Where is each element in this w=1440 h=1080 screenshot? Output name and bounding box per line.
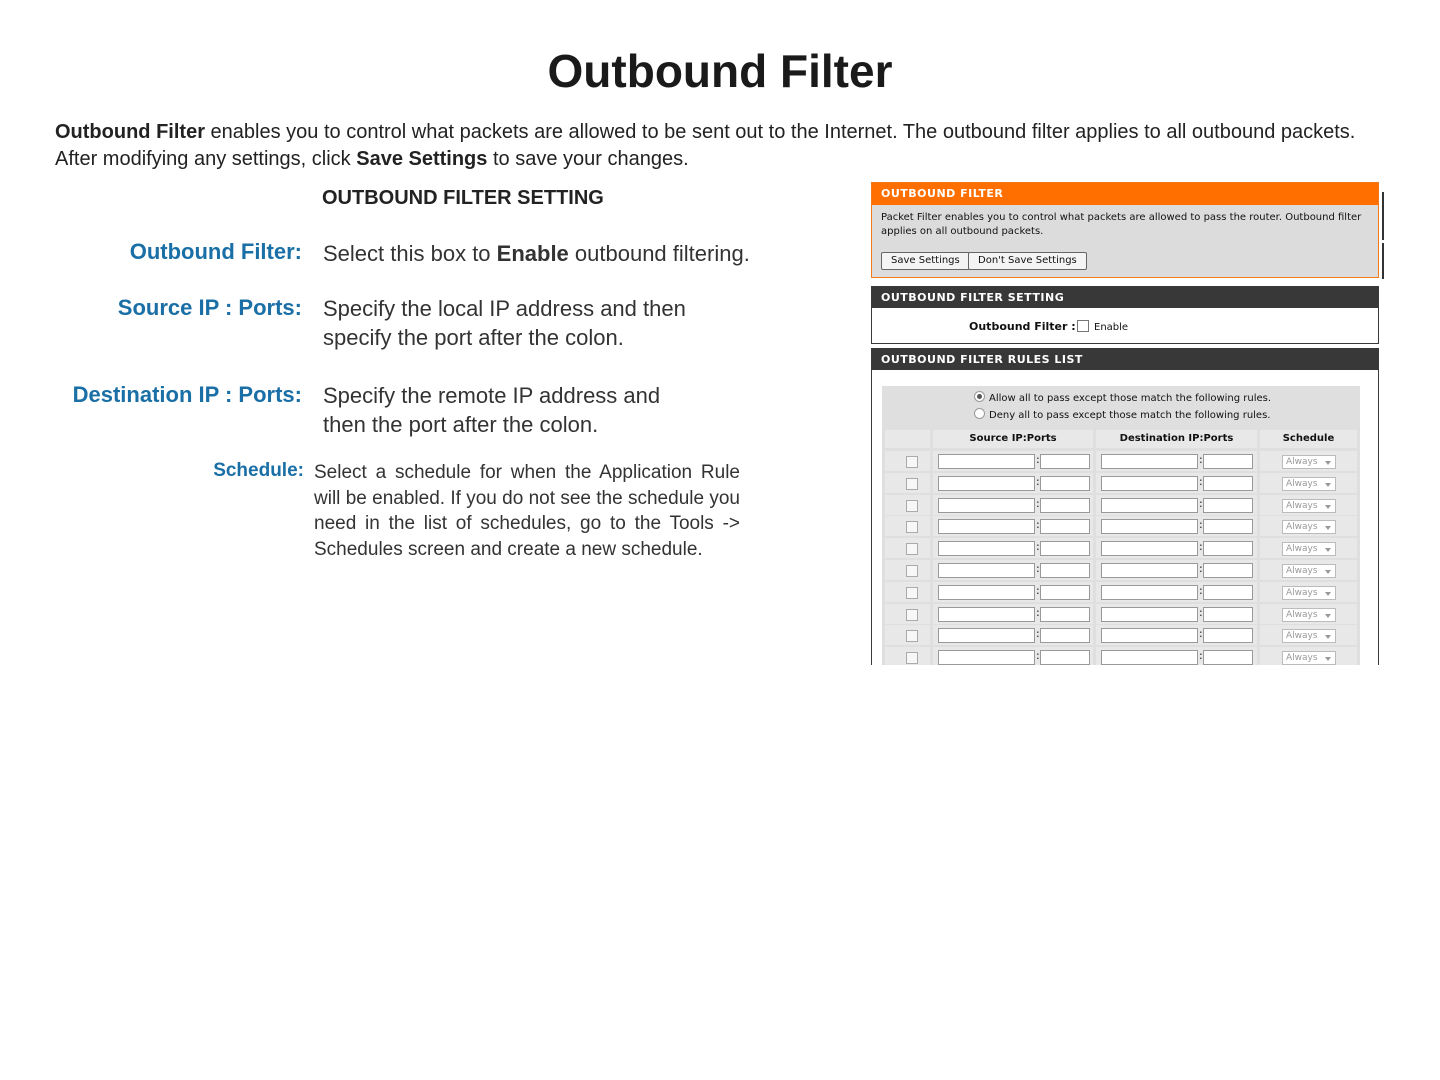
row-checkbox[interactable] (906, 521, 918, 533)
source-port-input[interactable] (1040, 454, 1090, 469)
schedule-select[interactable] (1282, 477, 1336, 491)
row-cell (885, 516, 930, 536)
colon-separator: : (1036, 649, 1040, 663)
destination-ip-input[interactable] (1101, 607, 1198, 622)
destination-ip-input[interactable] (1101, 541, 1198, 556)
schedule-select[interactable] (1282, 608, 1336, 622)
colon-separator: : (1199, 649, 1203, 663)
schedule-select[interactable] (1282, 629, 1336, 643)
row-cell (1096, 495, 1257, 515)
source-port-input[interactable] (1040, 498, 1090, 513)
row-cell (933, 495, 1093, 515)
destination-ip-input[interactable] (1101, 585, 1198, 600)
radio-allow[interactable] (974, 391, 985, 402)
destination-ip-input[interactable] (1101, 454, 1198, 469)
chevron-down-icon (1325, 505, 1331, 509)
row-cell (885, 495, 930, 515)
schedule-value: Always (1286, 609, 1318, 620)
def-text-source (323, 294, 763, 352)
table-row (882, 495, 1360, 515)
destination-port-input[interactable] (1203, 628, 1253, 643)
row-cell (1096, 473, 1257, 493)
destination-ip-input[interactable] (1101, 650, 1198, 665)
def-label-destination: Destination IP : Ports: (72, 382, 302, 407)
def-label-schedule: Schedule: (213, 460, 304, 481)
chevron-down-icon (1325, 461, 1331, 465)
row-checkbox[interactable] (906, 543, 918, 555)
source-port-input[interactable] (1040, 585, 1090, 600)
source-port-input[interactable] (1040, 563, 1090, 578)
table-row (882, 473, 1360, 493)
column-header-schedule: Schedule (1260, 430, 1357, 448)
def-text-source-line1: Specify the local IP address and then (323, 296, 686, 321)
destination-port-input[interactable] (1203, 519, 1253, 534)
intro-paragraph (55, 119, 1400, 173)
source-port-input[interactable] (1040, 607, 1090, 622)
row-checkbox[interactable] (906, 500, 918, 512)
table-row (882, 625, 1360, 645)
destination-port-input[interactable] (1203, 541, 1253, 556)
row-cell (885, 625, 930, 645)
colon-separator: : (1036, 627, 1040, 641)
destination-ip-input[interactable] (1101, 563, 1198, 578)
row-cell (933, 582, 1093, 602)
source-port-input[interactable] (1040, 476, 1090, 491)
row-cell (933, 516, 1093, 536)
destination-port-input[interactable] (1203, 607, 1253, 622)
doc-section-title: OUTBOUND FILTER SETTING (322, 187, 604, 209)
destination-port-input[interactable] (1203, 563, 1253, 578)
colon-separator: : (1199, 583, 1203, 597)
radio-deny[interactable] (974, 408, 985, 419)
row-cell (1096, 451, 1257, 471)
table-row (882, 538, 1360, 558)
row-cell (933, 625, 1093, 645)
rules-table (882, 386, 1360, 665)
row-cell (1096, 582, 1257, 602)
source-ip-input[interactable] (938, 454, 1035, 469)
outbound-filter-field-label: Outbound Filter : (969, 320, 1076, 333)
schedule-value: Always (1286, 522, 1318, 533)
radio-deny-label: Deny all to pass except those match the following rules. (989, 410, 1271, 421)
destination-port-input[interactable] (1203, 585, 1253, 600)
source-port-input[interactable] (1040, 628, 1090, 643)
intro-text-2: to save your changes. (487, 148, 689, 170)
colon-separator: : (1036, 453, 1040, 466)
row-cell (933, 538, 1093, 558)
schedule-value: Always (1286, 587, 1318, 598)
colon-separator: : (1199, 562, 1203, 575)
row-cell (1096, 516, 1257, 536)
table-row (882, 604, 1360, 624)
colon-separator: : (1199, 540, 1203, 554)
source-port-input[interactable] (1040, 541, 1090, 556)
def-label-outbound-filter: Outbound Filter: (129, 239, 302, 264)
colon-separator: : (1199, 627, 1203, 641)
table-row (882, 451, 1360, 471)
radio-allow-label: Allow all to pass except those match the following rules. (989, 393, 1272, 404)
column-header-checkbox (885, 430, 930, 448)
table-row (882, 582, 1360, 602)
enable-label: Enable (1094, 322, 1129, 333)
row-checkbox[interactable] (906, 630, 918, 642)
row-checkbox[interactable] (906, 652, 918, 664)
source-ip-input[interactable] (938, 650, 1035, 665)
destination-port-input[interactable] (1203, 498, 1253, 513)
schedule-value: Always (1286, 500, 1318, 511)
row-cell (885, 604, 930, 624)
schedule-value: Always (1286, 478, 1318, 489)
colon-separator: : (1036, 474, 1040, 488)
intro-text-1: enables you to control what packets are allowed to be sent out to the Internet. The outbound filter applies to all outbound packets. After modifying any settings, click (55, 121, 1356, 170)
row-cell (885, 560, 930, 580)
def-text-schedule: Select a schedule for when the Application Rule will be enabled. If you do not see the schedule you need in the list of schedules, go to the Tools -> Schedules screen and create a new schedule. (314, 462, 740, 560)
outbound-filter-box-title: OUTBOUND FILTER (872, 183, 1378, 205)
destination-ip-input[interactable] (1101, 498, 1198, 513)
intro-bold-outbound-filter: Outbound Filter (55, 121, 205, 143)
radio-deny-row[interactable] (974, 408, 1270, 421)
def-text-source-line2: specify the port after the colon. (323, 325, 624, 350)
column-header-destination: Destination IP:Ports (1096, 430, 1257, 448)
chevron-down-icon (1325, 548, 1331, 552)
def-text-destination (323, 381, 763, 439)
def-text-outbound-filter (323, 239, 763, 268)
source-ip-input[interactable] (938, 476, 1035, 491)
schedule-value: Always (1286, 566, 1318, 576)
schedule-value: Always (1286, 544, 1318, 555)
colon-separator: : (1036, 518, 1040, 532)
source-ip-input[interactable] (938, 519, 1035, 534)
row-checkbox[interactable] (906, 456, 918, 468)
destination-ip-input[interactable] (1101, 476, 1198, 491)
colon-separator: : (1036, 562, 1040, 575)
row-cell (933, 647, 1093, 665)
schedule-select[interactable] (1282, 499, 1336, 513)
source-port-input[interactable] (1040, 650, 1090, 665)
source-ip-input[interactable] (938, 498, 1035, 513)
table-row (882, 560, 1360, 580)
schedule-value: Always (1286, 631, 1318, 642)
source-ip-input[interactable] (938, 628, 1035, 643)
schedule-value: Always (1286, 653, 1318, 664)
schedule-select[interactable] (1282, 455, 1336, 469)
edge-mark (1382, 243, 1384, 279)
destination-port-input[interactable] (1203, 476, 1253, 491)
row-cell (1096, 625, 1257, 645)
schedule-value: Always (1286, 457, 1318, 467)
source-ip-input[interactable] (938, 585, 1035, 600)
row-cell (885, 582, 930, 602)
def-text-bold-enable: Enable (496, 241, 569, 266)
chevron-down-icon (1325, 657, 1331, 661)
colon-separator: : (1199, 474, 1203, 488)
source-ip-input[interactable] (938, 563, 1035, 578)
row-checkbox[interactable] (906, 565, 918, 577)
table-row (882, 647, 1360, 665)
row-cell (933, 560, 1093, 580)
chevron-down-icon (1325, 526, 1331, 530)
row-checkbox[interactable] (906, 478, 918, 490)
destination-ip-input[interactable] (1101, 628, 1198, 643)
edge-mark (1382, 192, 1384, 240)
rules-box-title: OUTBOUND FILTER RULES LIST (872, 349, 1378, 370)
page-title: Outbound Filter (547, 45, 893, 97)
row-cell (885, 473, 930, 493)
colon-separator: : (1036, 540, 1040, 554)
row-cell (885, 647, 930, 665)
source-ip-input[interactable] (938, 607, 1035, 622)
colon-separator: : (1199, 518, 1203, 532)
schedule-select[interactable] (1282, 542, 1336, 556)
destination-port-input[interactable] (1203, 650, 1253, 665)
setting-box-title: OUTBOUND FILTER SETTING (872, 287, 1378, 308)
def-text-destination-line1: Specify the remote IP address and (323, 383, 661, 408)
def-label-source: Source IP : Ports: (117, 295, 302, 320)
row-cell (885, 451, 930, 471)
def-text-destination-line2: then the port after the colon. (323, 412, 599, 437)
row-cell (1096, 647, 1257, 665)
colon-separator: : (1199, 605, 1203, 619)
outbound-filter-box (871, 182, 1379, 278)
row-cell (933, 604, 1093, 624)
chevron-down-icon (1325, 635, 1331, 639)
row-cell (1096, 560, 1257, 580)
colon-separator: : (1036, 583, 1040, 597)
schedule-select[interactable] (1282, 564, 1336, 578)
destination-port-input[interactable] (1203, 454, 1253, 469)
schedule-select[interactable] (1282, 651, 1336, 665)
def-text-post: outbound filtering. (568, 241, 750, 266)
dont-save-settings-button[interactable]: Don't Save Settings (968, 252, 1087, 270)
column-header-source: Source IP:Ports (933, 430, 1093, 448)
def-text-pre: Select this box to (323, 241, 497, 266)
colon-separator: : (1036, 496, 1040, 510)
chevron-down-icon (1325, 592, 1331, 596)
chevron-down-icon (1325, 483, 1331, 487)
row-checkbox[interactable] (906, 587, 918, 599)
rules-list-box (871, 348, 1379, 665)
outbound-filter-box-description: Packet Filter enables you to control what packets are allowed to pass the router. Outbound filter applies on all outbound packets. (881, 212, 1362, 237)
row-cell (933, 451, 1093, 471)
source-ip-input[interactable] (938, 541, 1035, 556)
row-cell (1096, 538, 1257, 558)
destination-ip-input[interactable] (1101, 519, 1198, 534)
save-settings-button[interactable]: Save Settings (881, 252, 970, 270)
row-cell (933, 473, 1093, 493)
table-row (882, 516, 1360, 536)
colon-separator: : (1199, 453, 1203, 466)
colon-separator: : (1199, 496, 1203, 510)
outbound-filter-setting-box (871, 286, 1379, 344)
schedule-select[interactable] (1282, 586, 1336, 600)
enable-checkbox[interactable] (1077, 320, 1089, 332)
intro-bold-save-settings: Save Settings (356, 148, 488, 170)
chevron-down-icon (1325, 570, 1331, 574)
radio-allow-row[interactable] (974, 391, 1271, 404)
row-cell (885, 538, 930, 558)
row-cell (1096, 604, 1257, 624)
source-port-input[interactable] (1040, 519, 1090, 534)
colon-separator: : (1036, 605, 1040, 619)
chevron-down-icon (1325, 614, 1331, 618)
row-checkbox[interactable] (906, 609, 918, 621)
schedule-select[interactable] (1282, 520, 1336, 534)
